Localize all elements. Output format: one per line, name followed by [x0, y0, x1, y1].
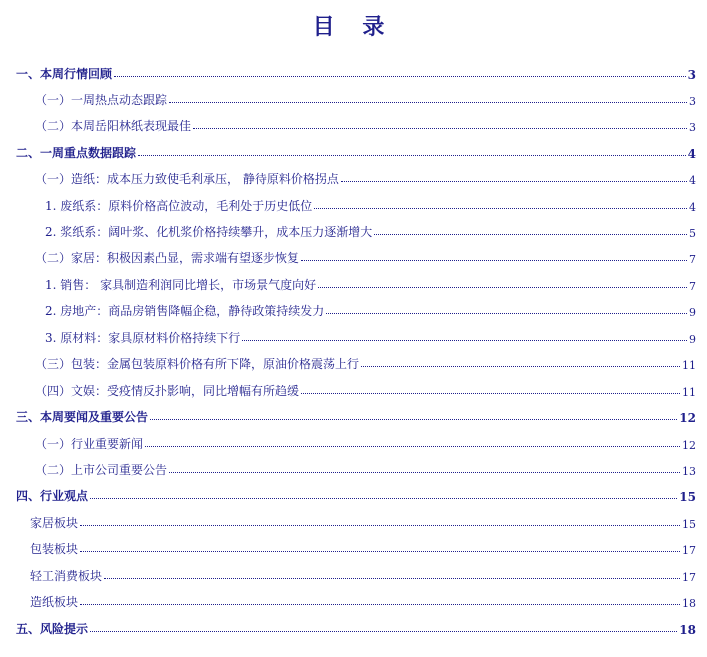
toc-entry-text: （一）行业重要新闻: [35, 437, 144, 451]
dot-leader: [169, 471, 680, 473]
toc-page-number: 3: [689, 121, 696, 134]
dot-leader: [80, 603, 680, 605]
toc-entry-section-3[interactable]: [0, 403, 707, 425]
toc-page-number: 15: [679, 490, 696, 504]
dot-leader: [169, 101, 687, 103]
toc-entry-2-2-3[interactable]: [0, 324, 707, 346]
dot-leader: [104, 577, 680, 579]
dot-leader: [341, 180, 687, 182]
toc-entry-4-consumer[interactable]: [0, 562, 707, 584]
toc-page-number: 5: [689, 227, 696, 240]
toc-entry-text: 二、一周重点数据跟踪: [16, 146, 137, 160]
dot-leader: [90, 630, 677, 632]
toc-page-number: 4: [689, 201, 696, 214]
toc-entry-2-1-1[interactable]: [0, 192, 707, 214]
toc-entry-4-home[interactable]: [0, 509, 707, 531]
toc-entry-text: 1. 废纸系：原料价格高位波动，毛利处于历史低位: [45, 199, 313, 213]
toc-entry-text: （一）造纸：成本压力致使毛利承压， 静待原料价格拐点: [35, 172, 339, 186]
dot-leader: [374, 233, 687, 235]
toc-entry-text: （二）上市公司重要公告: [35, 463, 168, 477]
toc-page-number: 17: [682, 544, 696, 557]
dot-leader: [114, 75, 686, 77]
toc-entry-text: 轻工消费板块: [30, 569, 103, 583]
toc-page-number: 7: [689, 280, 696, 293]
toc-entry-text: 2. 浆纸系：阔叶浆、化机浆价格持续攀升，成本压力逐渐增大: [45, 225, 373, 239]
dot-leader: [318, 286, 687, 288]
dot-leader: [138, 154, 686, 156]
toc-entry-4-paper[interactable]: [0, 588, 707, 610]
toc-entry-text: 一、本周行情回顾: [16, 67, 113, 81]
toc-entry-text: 包装板块: [30, 542, 79, 556]
toc-entry-section-4[interactable]: [0, 482, 707, 504]
toc-entry-text: 家居板块: [30, 516, 79, 530]
toc-entry-text: （一）一周热点动态跟踪: [35, 93, 168, 107]
toc-page-number: 12: [679, 411, 696, 425]
dot-leader: [301, 392, 680, 394]
toc-page-number: 11: [682, 386, 696, 399]
toc-page-number: 4: [687, 147, 696, 161]
toc-page-number: 9: [689, 333, 696, 346]
toc-page-number: 18: [679, 623, 696, 637]
toc-entry-text: 1. 销售： 家具制造利润同比增长，市场景气度向好: [45, 278, 317, 292]
toc-entry-2-2-1[interactable]: [0, 271, 707, 293]
toc-page-number: 9: [689, 306, 696, 319]
dot-leader: [80, 524, 680, 526]
toc-page-number: 3: [689, 95, 696, 108]
dot-leader: [301, 259, 687, 261]
dot-leader: [145, 445, 680, 447]
toc-entry-section-1[interactable]: [0, 60, 707, 82]
toc-page-number: 18: [682, 597, 696, 610]
toc-page-number: 3: [687, 68, 696, 82]
toc-entry-2-2[interactable]: [0, 244, 707, 266]
toc-entry-text: （二）家居：积极因素凸显，需求端有望逐步恢复: [35, 251, 300, 265]
dot-leader: [314, 207, 687, 209]
toc-entry-4-packaging[interactable]: [0, 535, 707, 557]
toc-page-number: 7: [689, 253, 696, 266]
dot-leader: [150, 418, 677, 420]
toc-entry-2-1[interactable]: [0, 165, 707, 187]
toc-page-number: 13: [682, 465, 696, 478]
toc-entry-text: 2. 房地产：商品房销售降幅企稳，静待政策持续发力: [45, 304, 325, 318]
dot-leader: [326, 312, 687, 314]
toc-entry-section-2[interactable]: [0, 139, 707, 161]
dot-leader: [193, 127, 687, 129]
dot-leader: [361, 365, 680, 367]
toc-entry-text: 3. 原材料：家具原材料价格持续下行: [45, 331, 241, 345]
toc-entry-2-1-2[interactable]: [0, 218, 707, 240]
toc-entry-1-1[interactable]: [0, 86, 707, 108]
toc-entry-1-2[interactable]: [0, 112, 707, 134]
toc-entry-text: 五、风险提示: [16, 622, 89, 636]
dot-leader: [90, 497, 677, 499]
toc-entry-2-2-2[interactable]: [0, 297, 707, 319]
toc-entry-2-4[interactable]: [0, 377, 707, 399]
toc-entry-section-5[interactable]: [0, 615, 707, 637]
toc-entry-text: 四、行业观点: [16, 489, 89, 503]
toc-entry-3-2[interactable]: [0, 456, 707, 478]
toc-entry-text: （二）本周岳阳林纸表现最佳: [35, 119, 192, 133]
toc-page-number: 15: [682, 518, 696, 531]
page-title: 目 录: [312, 15, 395, 40]
toc-entry-text: 三、本周要闻及重要公告: [16, 410, 149, 424]
toc-entry-3-1[interactable]: [0, 430, 707, 452]
toc-page-number: 12: [682, 439, 696, 452]
toc-page-number: 17: [682, 571, 696, 584]
toc-entry-text: （三）包装：金属包装原料价格有所下降，原油价格震荡上行: [35, 357, 360, 371]
dot-leader: [242, 339, 687, 341]
toc-page-number: 4: [689, 174, 696, 187]
dot-leader: [80, 550, 680, 552]
toc-entry-text: 造纸板块: [30, 595, 79, 609]
toc-page-number: 11: [682, 359, 696, 372]
toc-entry-text: （四）文娱：受疫情反扑影响，同比增幅有所趋缓: [35, 384, 300, 398]
toc-entry-2-3[interactable]: [0, 350, 707, 372]
